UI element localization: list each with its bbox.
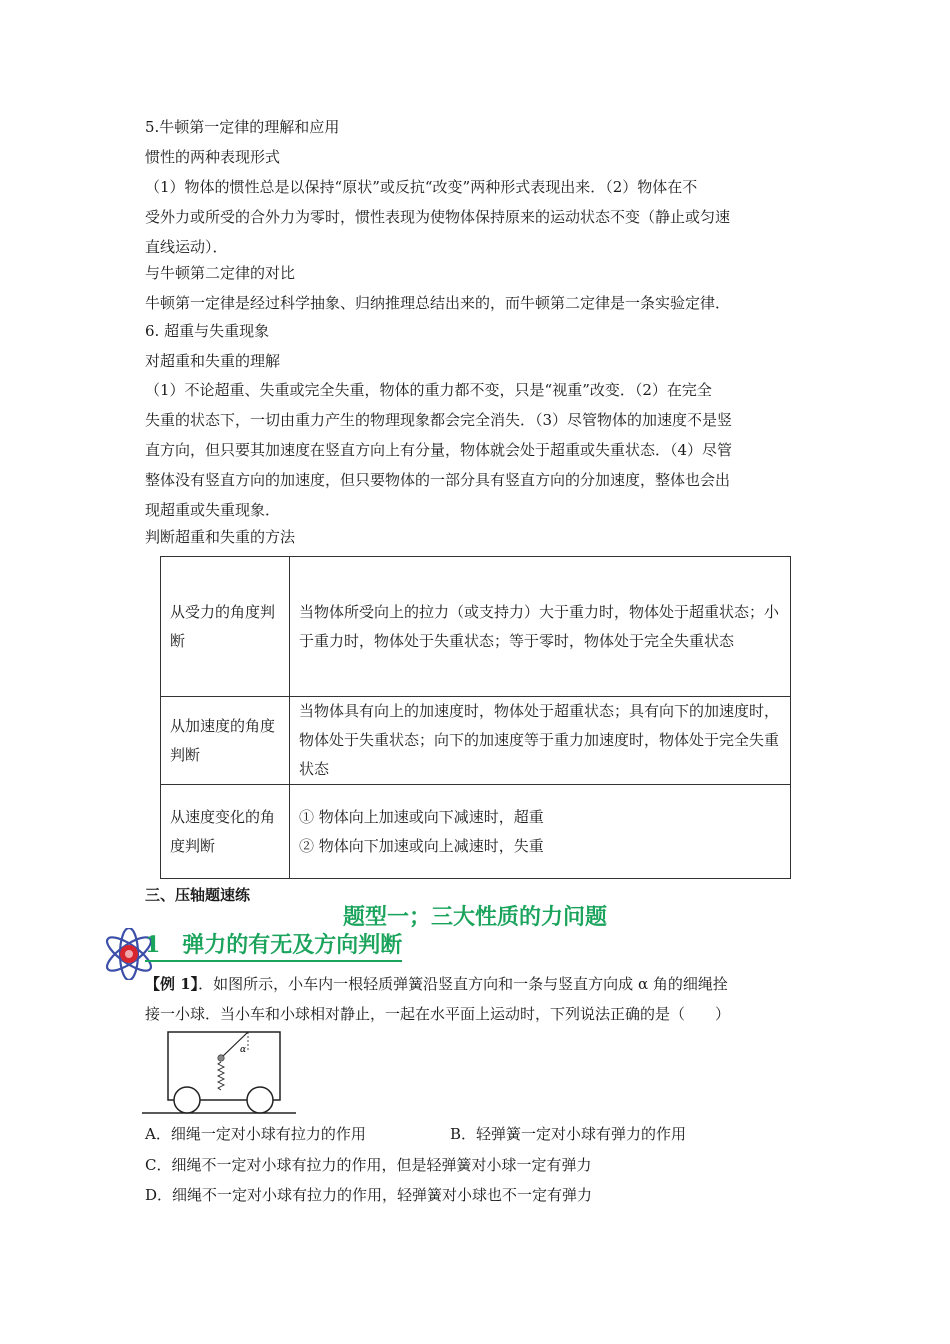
judgment-table [160,556,791,879]
example-line: 接一小球．当小车和小球相对静止，一起在水平面上运动时，下列说法正确的是（ ） [145,1005,731,1023]
paragraph-line: （1）不论超重、失重或完全失重，物体的重力都不变，只是“视重”改变．（2）在完全 [145,381,712,399]
table-value-line: ② 物体向下加速或向上减速时，失重 [299,836,544,855]
cart-wheel-right [247,1087,273,1113]
cart-wheel-left [174,1087,200,1113]
table-value-cell: 当物体所受向上的拉力（或支持力）大于重力时，物体处于超重状态；小于重力时，物体处于失重状态；等于零时，物体处于完全失重状态 [290,557,791,697]
table-row [161,697,791,785]
table-value-cell [290,785,791,879]
section6-subheading-method: 判断超重和失重的方法 [145,528,296,546]
paragraph-line: 整体没有竖直方向的加速度，但只要物体的一部分具有竖直方向的分加速度，整体也会出 [145,471,731,489]
alpha-label: α [240,1045,247,1055]
option-a: A．细绳一定对小球有拉力的作用 [145,1125,366,1143]
section5-title: 5.牛顿第一定律的理解和应用 [145,118,340,136]
paragraph-line: （1）物体的惯性总是以保持“原状”或反抗“改变”两种形式表现出来．（2）物体在不 [145,178,698,196]
section5-subheading-inertia: 惯性的两种表现形式 [145,148,281,166]
section3-title: 三、压轴题速练 [145,886,251,904]
section5-subheading-comparison: 与牛顿第二定律的对比 [145,264,296,282]
table-key-cell: 从速度变化的角度判断 [161,785,290,879]
example-label: 【例 1】 [145,975,199,993]
paragraph-line: 现超重或失重现象． [145,501,281,519]
paragraph-line: 直线运动）． [145,238,228,256]
paragraph-line: 失重的状态下，一切由重力产生的物理现象都会完全消失．（3）尽管物体的加速度不是竖 [145,411,733,429]
example-text: ．如图所示，小车内一根轻质弹簧沿竖直方向和一条与竖直方向成 α 角的细绳拴 [198,975,728,993]
cart-spring-ball-figure [142,1028,298,1120]
paragraph-line: 牛顿第一定律是经过科学抽象、归纳推理总结出来的，而牛顿第二定律是一条实验定律． [145,294,731,312]
topic-subheading: 1 弹力的有无及方向判断 [145,930,402,962]
spring [218,1062,224,1090]
section6-title: 6. 超重与失重现象 [145,322,270,340]
ball [218,1055,224,1061]
option-c: C．细绳不一定对小球有拉力的作用，但是轻弹簧对小球一定有弹力 [145,1156,592,1174]
table-value-line: ① 物体向上加速或向下减速时，超重 [299,807,544,826]
section6-subheading-understanding: 对超重和失重的理解 [145,352,281,370]
paragraph-line: 直方向，但只要其加速度在竖直方向上有分量，物体就会处于超重或失重状态．（4）尽管 [145,441,733,459]
paragraph-line: 受外力或所受的合外力为零时，惯性表现为使物体保持原来的运动状态不变（静止或匀速 [145,208,731,226]
table-key-cell: 从受力的角度判断 [161,557,290,697]
table-key-cell: 从加速度的角度判断 [161,697,290,785]
option-d: D．细绳不一定对小球有拉力的作用，轻弹簧对小球也不一定有弹力 [145,1186,593,1204]
table-value-cell: 当物体具有向上的加速度时，物体处于超重状态；具有向下的加速度时，物体处于失重状态；向下的加速度等于重力加速度时，物体处于完全失重状态 [290,697,791,785]
example-line [145,970,815,998]
table-row [161,557,791,697]
table-row [161,785,791,879]
option-b: B．轻弹簧一定对小球有弹力的作用 [450,1125,687,1143]
question-type-heading: 题型一；三大性质的力问题 [342,904,607,930]
